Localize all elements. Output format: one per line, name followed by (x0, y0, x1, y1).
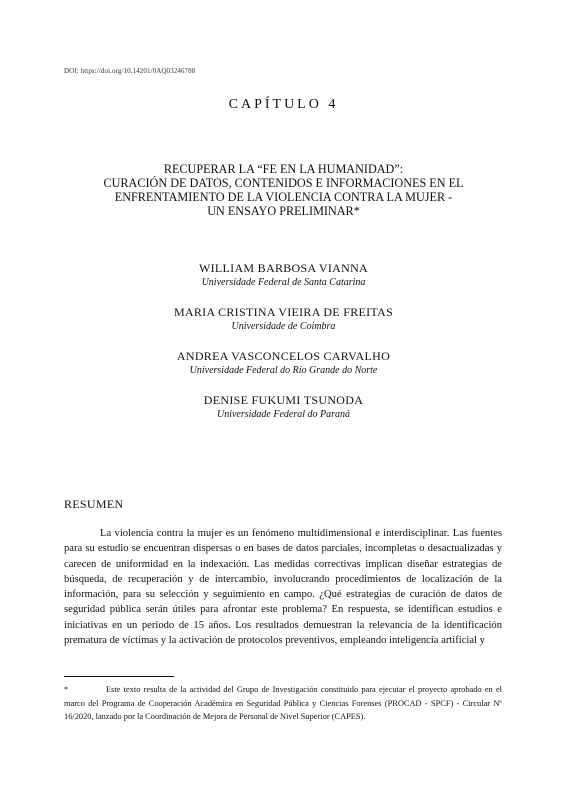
author-name: MARIA CRISTINA VIEIRA DE FREITAS (173, 305, 394, 319)
footnote-mark: * (64, 685, 69, 694)
author-block (0, 349, 567, 377)
author-block (0, 305, 567, 333)
author-block (0, 261, 567, 289)
abstract-paragraph: La violencia contra la mujer es un fenómeno multidimensional e interdisciplinar. Las fuentes para su estudio se encuentran dispersas o en bases de datos parciales, incompletas o desactualizadas y carecen de uniformidad en la indexación. Las medidas correctivas implican diseñar estrategias de búsqueda, de recuperación y de intercambio, involucrando procedimientos de localización de la información, para su selección y seguimiento en campo. ¿Qué estrategias de curación de datos de seguridad pública serán útiles para afrontar este problema? En respuesta, se identifican estudios e iniciativas en un periodo de 15 años. Los resultados demuestran la relevancia de la identificación prematura de víctimas y la activación de protocolos preventivos, empleando inteligencia artificial y (64, 528, 502, 647)
doi-line[interactable]: DOI: https://doi.org/10.14201/0AQ03246788 (64, 67, 196, 75)
abstract-heading: RESUMEN (64, 497, 124, 511)
author-affiliation: Universidade de Coimbra (231, 321, 336, 332)
author-affiliation: Universidade Federal de Santa Catarina (201, 277, 366, 288)
footnote-text: Este texto resulta de la actividad del Grupo de Investigación constituido para ejecutar el proyecto aprobado en el marco del Programa de Cooperación Académica en Seguridad Pública y Ciencias Forenses (PROCAD - SPCF) - Circular Nº 16/2020, lanzado por la Coordinación de Mejora de Personal de Nivel Superior (CAPES). (64, 685, 502, 721)
author-name: DENISE FUKUMI TSUNODA (203, 393, 364, 407)
footnote (64, 683, 502, 724)
title-line: RECUPERAR LA “FE EN LA HUMANIDAD”: (163, 162, 404, 176)
author-block (0, 393, 567, 421)
author-name: WILLIAM BARBOSA VIANNA (198, 261, 369, 275)
author-affiliation: Universidade Federal do Paraná (216, 409, 351, 420)
chapter-heading: CAPÍTULO 4 (228, 97, 339, 112)
chapter-title (50, 162, 517, 218)
author-name: ANDREA VASCONCELOS CARVALHO (176, 349, 391, 363)
author-affiliation: Universidade Federal do Rio Grande do Norte (189, 365, 378, 376)
title-line: ENFRENTAMIENTO DE LA VIOLENCIA CONTRA LA MUJER - (114, 190, 453, 204)
title-line: UN ENSAYO PRELIMINAR* (207, 204, 360, 218)
footnote-separator (64, 676, 174, 677)
author-list (0, 261, 567, 437)
title-line: CURACIÓN DE DATOS, CONTENIDOS E INFORMACIONES EN EL (103, 176, 464, 190)
